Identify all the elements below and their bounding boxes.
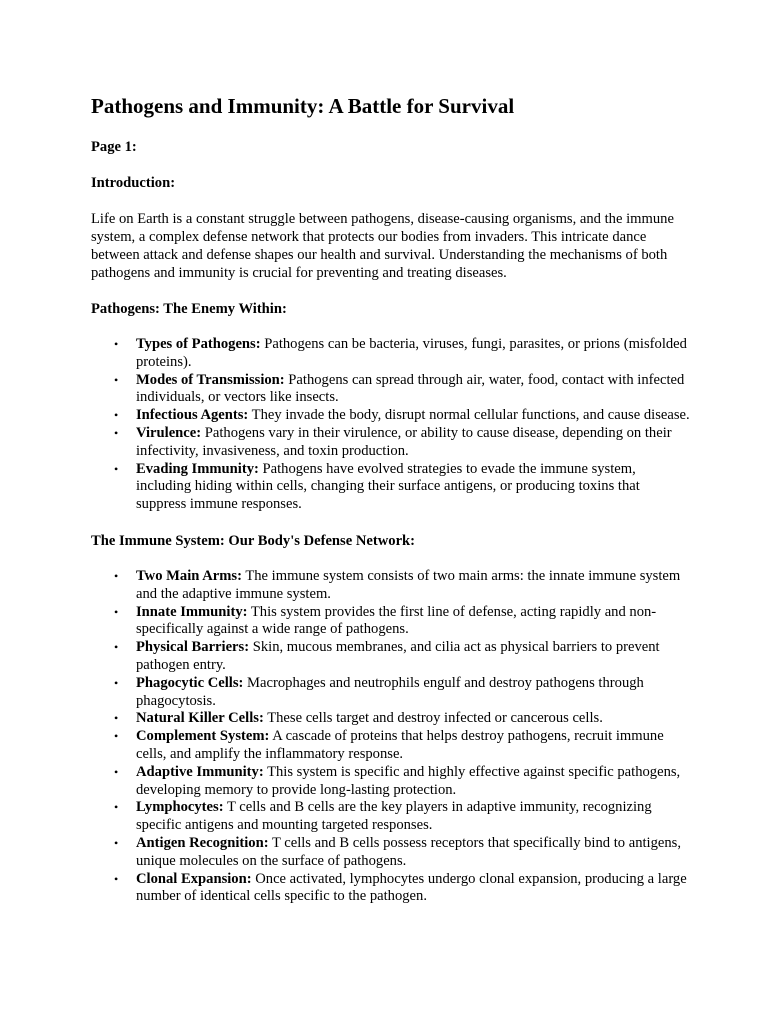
bullet-icon: • xyxy=(114,337,119,351)
list-item xyxy=(91,461,691,514)
list-item-text: T cells and B cells possess receptors that specifically bind to antigens, unique molecules on the surface of pathogens. xyxy=(136,834,682,869)
list-item-text: A cascade of proteins that helps destroy pathogens, recruit immune cells, and amplify the inflammatory response. xyxy=(136,728,664,762)
list-item xyxy=(91,728,691,764)
list-item-term: Clonal Expansion: xyxy=(136,870,252,887)
list-item-term: Adaptive Immunity: xyxy=(136,763,264,780)
list-item xyxy=(91,407,691,425)
bullet-icon: • xyxy=(114,675,119,690)
bullet-icon: • xyxy=(114,729,119,744)
immune-list xyxy=(91,568,691,906)
document-page xyxy=(91,93,691,924)
list-item-text: The immune system consists of two main arms: the innate immune system and the adaptive immune system. xyxy=(136,567,681,602)
list-item-term: Virulence: xyxy=(136,424,202,441)
list-item-text: Once activated, lymphocytes undergo clonal expansion, producing a large number of identical cells specific to the pathogen. xyxy=(136,870,687,905)
list-item-term: Natural Killer Cells: xyxy=(136,710,264,727)
bullet-icon: • xyxy=(114,408,119,423)
bullet-icon: • xyxy=(114,871,119,886)
list-item xyxy=(91,799,691,835)
list-item xyxy=(91,710,691,728)
pathogens-heading: Pathogens: The Enemy Within: xyxy=(91,301,287,317)
bullet-icon: • xyxy=(114,604,119,619)
list-item-text: T cells and B cells are the key players in adaptive immunity, recognizing specific antigens and mounting targeted responses. xyxy=(136,799,652,834)
list-item xyxy=(91,639,691,675)
document-title: Pathogens and Immunity: A Battle for Survival xyxy=(91,94,515,118)
list-item-term: Phagocytic Cells: xyxy=(136,674,244,691)
list-item-text: Pathogens have evolved strategies to evade the immune system, including hiding within cells, changing their surface antigens, or producing toxins that suppress immune responses. xyxy=(136,460,640,513)
list-item xyxy=(91,764,691,800)
intro-paragraph: Life on Earth is a constant struggle between pathogens, disease-causing organisms, and the immune system, a complex defense network that protects our bodies from invaders. This intricate dance between attack and defense shapes our health and survival. Understanding the mechanisms of both pathogens and immunity is crucial for preventing and treating diseases. xyxy=(91,211,674,281)
list-item-term: Evading Immunity: xyxy=(136,460,259,477)
bullet-icon: • xyxy=(114,711,119,726)
list-item-text: These cells target and destroy infected or cancerous cells. xyxy=(263,710,603,727)
intro-heading: Introduction: xyxy=(91,175,176,191)
list-item xyxy=(91,871,691,907)
bullet-icon: • xyxy=(114,425,119,440)
list-item-term: Types of Pathogens: xyxy=(136,336,261,352)
list-item-text: Pathogens vary in their virulence, or ability to cause disease, depending on their infectivity, invasiveness, and toxin production. xyxy=(136,424,672,459)
list-item-text: They invade the body, disrupt normal cellular functions, and cause disease. xyxy=(248,407,690,424)
list-item xyxy=(91,568,691,604)
immune-heading: The Immune System: Our Body's Defense Network: xyxy=(91,532,416,549)
list-item-text: Skin, mucous membranes, and cilia act as physical barriers to prevent pathogen entry. xyxy=(136,639,660,673)
list-item xyxy=(91,675,691,711)
list-item xyxy=(91,336,691,372)
list-item-term: Innate Immunity: xyxy=(136,603,248,620)
list-item-term: Lymphocytes: xyxy=(136,799,224,816)
list-item-text: Macrophages and neutrophils engulf and destroy pathogens through phagocytosis. xyxy=(136,674,644,709)
list-item-term: Infectious Agents: xyxy=(136,407,249,424)
list-item-text: Pathogens can be bacteria, viruses, fungi, parasites, or prions (misfolded proteins). xyxy=(136,336,687,370)
bullet-icon: • xyxy=(114,800,119,815)
bullet-icon: • xyxy=(114,640,119,655)
page-label: Page 1: xyxy=(91,139,137,155)
list-item-term: Antigen Recognition: xyxy=(136,834,269,851)
bullet-icon: • xyxy=(114,835,119,850)
list-item-term: Modes of Transmission: xyxy=(136,371,285,388)
list-item xyxy=(91,425,691,461)
bullet-icon: • xyxy=(114,372,119,387)
list-item-text: This system is specific and highly effective against specific pathogens, developing memory to provide long-lasting protection. xyxy=(136,763,681,798)
bullet-icon: • xyxy=(114,461,119,476)
list-item-text: This system provides the first line of defense, acting rapidly and non-specifically against a wide range of pathogens. xyxy=(136,603,657,638)
list-item-term: Physical Barriers: xyxy=(136,639,250,656)
list-item-text: Pathogens can spread through air, water, food, contact with infected individuals, or vectors like insects. xyxy=(136,371,685,406)
list-item xyxy=(91,835,691,871)
list-item-term: Two Main Arms: xyxy=(136,567,242,584)
list-item-term: Complement System: xyxy=(136,728,270,745)
list-item xyxy=(91,372,691,408)
bullet-icon: • xyxy=(114,568,119,583)
list-item xyxy=(91,604,691,640)
pathogens-list xyxy=(91,336,691,514)
bullet-icon: • xyxy=(114,764,119,779)
